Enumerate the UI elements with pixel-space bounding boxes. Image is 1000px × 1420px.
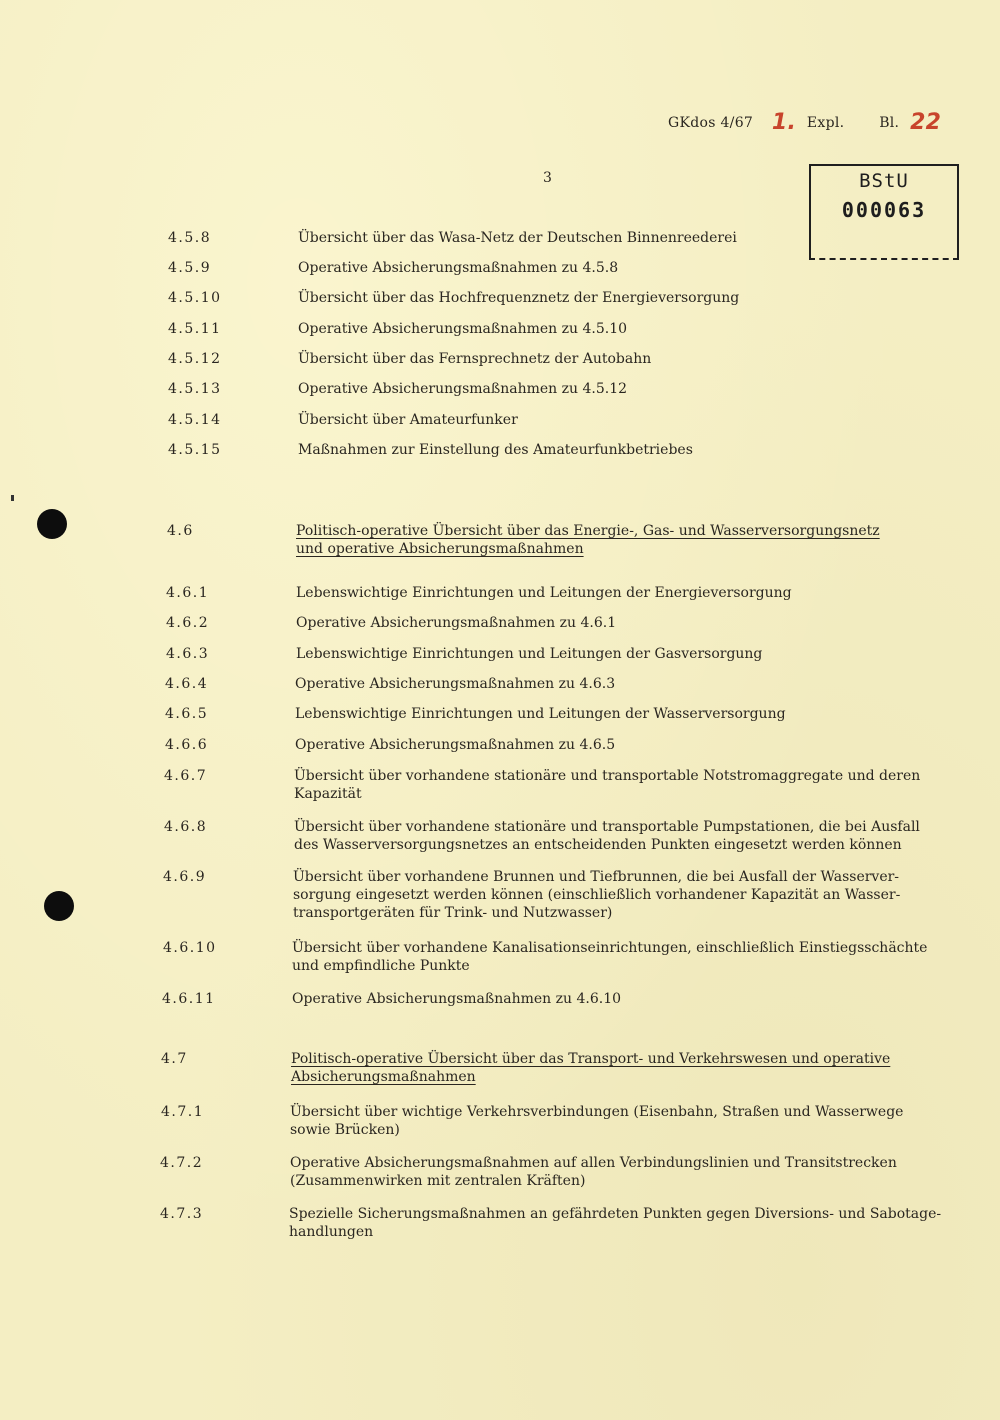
item-number: 4.7.1 xyxy=(161,1104,205,1120)
item-number: 4.5.8 xyxy=(168,230,212,246)
page-number: 3 xyxy=(543,170,552,186)
item-text-line: Übersicht über das Fernsprechnetz der Autobahn xyxy=(298,351,652,367)
item-text xyxy=(296,522,896,558)
item-text xyxy=(295,675,895,693)
item-text-line: handlungen xyxy=(289,1224,374,1240)
item-text-line: (Zusammenwirken mit zentralen Kräften) xyxy=(290,1173,586,1189)
item-text xyxy=(294,767,921,803)
item-number: 4.5.11 xyxy=(168,321,222,337)
item-number: 4.6.11 xyxy=(162,991,216,1007)
item-text xyxy=(292,990,892,1008)
item-text-line: Übersicht über Amateurfunker xyxy=(298,412,518,428)
item-text xyxy=(295,705,895,723)
item-text xyxy=(290,1103,904,1139)
item-text-line: Übersicht über vorhandene Kanalisationseinrichtungen, einschließlich Einstiegsschächte xyxy=(292,940,928,956)
item-text-line: Absicherungsmaßnahmen xyxy=(291,1069,476,1085)
item-text-line: Übersicht über vorhandene stationäre und transportable Pumpstationen, die bei Ausfall xyxy=(294,819,920,835)
item-text-line: Operative Absicherungsmaßnahmen zu 4.6.1 xyxy=(296,615,617,631)
item-number: 4.6.9 xyxy=(163,869,207,885)
item-number: 4.6.6 xyxy=(165,737,209,753)
item-number: 4.7.3 xyxy=(160,1206,204,1222)
item-text xyxy=(298,350,898,368)
item-text xyxy=(294,818,920,854)
item-text-line: Lebenswichtige Einrichtungen und Leitungen der Wasserversorgung xyxy=(295,706,786,722)
item-text-line: Operative Absicherungsmaßnahmen zu 4.5.8 xyxy=(298,260,619,276)
item-number: 4.7 xyxy=(161,1051,188,1067)
item-number: 4.5.12 xyxy=(168,351,222,367)
item-text-line: Übersicht über das Hochfrequenznetz der Energieversorgung xyxy=(298,290,740,306)
sheet-number-handwritten: 22 xyxy=(910,110,942,135)
item-text-line: Übersicht über vorhandene stationäre und transportable Notstromaggregate und deren xyxy=(294,768,921,784)
item-text xyxy=(298,229,898,247)
item-text-line: Übersicht über das Wasa-Netz der Deutschen Binnenreederei xyxy=(298,230,737,246)
item-text-line: Politisch-operative Übersicht über das Transport- und Verkehrswesen und operative xyxy=(291,1051,891,1067)
item-text-line: Spezielle Sicherungsmaßnahmen an gefährdeten Punkten gegen Diversions- und Sabotage- xyxy=(289,1206,942,1222)
item-text xyxy=(298,380,898,398)
item-text-line: Kapazität xyxy=(294,786,362,802)
item-text-line: Operative Absicherungsmaßnahmen auf allen Verbindungslinien und Transitstrecken xyxy=(290,1155,897,1171)
item-number: 4.6.5 xyxy=(165,706,209,722)
item-text-line: und operative Absicherungsmaßnahmen xyxy=(296,541,584,557)
copy-label: Expl. xyxy=(806,115,845,131)
item-text xyxy=(293,868,901,922)
item-text xyxy=(296,584,896,602)
item-number: 4.5.13 xyxy=(168,381,222,397)
item-text-line: Operative Absicherungsmaßnahmen zu 4.6.10 xyxy=(292,991,622,1007)
item-text-line: Maßnahmen zur Einstellung des Amateurfunkbetriebes xyxy=(298,442,693,458)
item-number: 4.6.2 xyxy=(166,615,210,631)
item-number: 4.6.8 xyxy=(164,819,208,835)
item-number: 4.5.15 xyxy=(168,442,222,458)
item-number: 4.6.10 xyxy=(163,940,217,956)
item-text xyxy=(289,1205,942,1241)
item-text xyxy=(295,736,895,754)
item-text xyxy=(296,645,896,663)
item-number: 4.6.3 xyxy=(166,646,210,662)
item-number: 4.5.9 xyxy=(168,260,212,276)
item-text xyxy=(298,259,898,277)
item-text xyxy=(290,1154,897,1190)
copy-number-handwritten: 1. xyxy=(771,110,797,135)
item-text-line: Lebenswichtige Einrichtungen und Leitungen der Energieversorgung xyxy=(296,585,792,601)
item-text-line: transportgeräten für Trink- und Nutzwasser) xyxy=(293,905,613,921)
item-number: 4.6.7 xyxy=(164,768,208,784)
item-text-line: sowie Brücken) xyxy=(290,1122,400,1138)
item-text-line: Übersicht über wichtige Verkehrsverbindungen (Eisenbahn, Straßen und Wasserwege xyxy=(290,1104,904,1120)
item-number: 4.6.1 xyxy=(166,585,210,601)
document-reference: GKdos 4/67 xyxy=(668,115,754,131)
item-text-line: sorgung eingesetzt werden können (einschließlich vorhandener Kapazität an Wasser- xyxy=(293,887,901,903)
item-number: 4.5.10 xyxy=(168,290,222,306)
item-text-line: Operative Absicherungsmaßnahmen zu 4.6.3 xyxy=(295,676,616,692)
item-text-line: Operative Absicherungsmaßnahmen zu 4.6.5 xyxy=(295,737,616,753)
item-number: 4.6 xyxy=(167,523,194,539)
item-text xyxy=(298,289,898,307)
item-text xyxy=(298,441,898,459)
item-text xyxy=(298,320,898,338)
item-text-line: des Wasserversorgungsnetzes an entscheidenden Punkten eingesetzt werden können xyxy=(294,837,902,853)
item-text-line: Übersicht über vorhandene Brunnen und Tiefbrunnen, die bei Ausfall der Wasserver- xyxy=(293,869,900,885)
item-text-line: Politisch-operative Übersicht über das Energie-, Gas- und Wasserversorgungsnetz xyxy=(296,523,880,539)
stamp-number: 000063 xyxy=(841,198,927,222)
item-text xyxy=(298,411,898,429)
item-text-line: Operative Absicherungsmaßnahmen zu 4.5.10 xyxy=(298,321,628,337)
item-text-line: und empfindliche Punkte xyxy=(292,958,470,974)
item-text xyxy=(292,939,928,975)
item-text xyxy=(296,614,896,632)
item-text-line: Lebenswichtige Einrichtungen und Leitungen der Gasversorgung xyxy=(296,646,763,662)
item-number: 4.5.14 xyxy=(168,412,222,428)
item-number: 4.7.2 xyxy=(160,1155,204,1171)
sheet-label: Bl. xyxy=(879,115,900,131)
item-number: 4.6.4 xyxy=(165,676,209,692)
stamp-agency: BStU xyxy=(859,170,909,192)
item-text xyxy=(291,1050,891,1086)
item-text-line: Operative Absicherungsmaßnahmen zu 4.5.12 xyxy=(298,381,628,397)
